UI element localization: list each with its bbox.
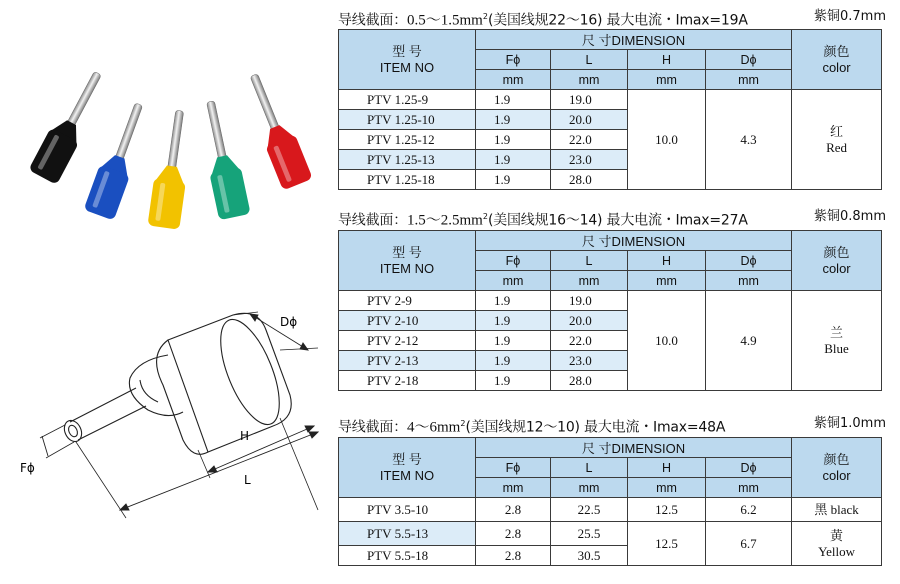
header-color: 颜色 color <box>792 30 882 90</box>
table-row: PTV 2-13 1.9 23.0 <box>339 351 882 371</box>
copper-thickness: 紫铜1.0mm <box>813 416 886 431</box>
header-dimension: 尺 寸DIMENSION <box>476 438 792 458</box>
terminal-pin <box>147 108 195 229</box>
header-d: Dϕ <box>706 50 792 70</box>
terminal-pin <box>239 69 313 190</box>
sleeve-outline <box>168 313 291 452</box>
label-f: Fϕ <box>20 461 35 475</box>
header-f: Fϕ <box>476 50 551 70</box>
header-model: 型 号 ITEM NO <box>339 231 476 291</box>
spec-table-1: 型 号 ITEM NO 尺 寸DIMENSION 颜色 color Fϕ L H Dϕ mm mm mm mm PTV 1.25-9 1.9 19.0 10.0 4.3 红 Red PTV 1.25-10 1.9 20.0 PTV 1.25-12 1.9 22.0 PTV 1.25-13 1.9 23.0 PTV 1.25-18 1.9 28.0 <box>338 29 882 190</box>
spec-table-2: 型 号 ITEM NO 尺 寸DIMENSION 颜色 color Fϕ L H Dϕ mm mm mm mm PTV 2-9 1.9 19.0 10.0 4.9 兰 Blue PTV 2-10 1.9 20.0 PTV 2-12 1.9 22.0 PTV 2-13 1.9 23.0 PTV 2-18 1.9 28.0 <box>338 230 882 391</box>
header-color: 颜色 color <box>792 438 882 498</box>
table-row: PTV 1.25-9 1.9 19.0 10.0 4.3 红 Red <box>339 90 882 110</box>
table-row: PTV 1.25-18 1.9 28.0 <box>339 170 882 190</box>
table-row: PTV 1.25-10 1.9 20.0 <box>339 110 882 130</box>
pin-tip <box>61 418 85 445</box>
copper-thickness: 紫铜0.8mm <box>813 209 886 224</box>
header-l: L <box>551 50 628 70</box>
header-color: 颜色 color <box>792 231 882 291</box>
table-row: PTV 1.25-13 1.9 23.0 <box>339 150 882 170</box>
table-row: PTV 2-12 1.9 22.0 <box>339 331 882 351</box>
label-h: H <box>240 429 250 443</box>
table-row: PTV 5.5-18 2.8 30.5 <box>339 546 882 566</box>
table-row: PTV 1.25-12 1.9 22.0 <box>339 130 882 150</box>
section-1-heading: 导线截面：$0.5\sim 1.5mm^2$(美国线规22～16) 最大电流・Imax=19A 紫铜0.7mm <box>338 6 886 28</box>
section-3-heading: 导线截面：$4\sim 6mm^2$(美国线规12～10) 最大电流・Imax=48A 紫铜1.0mm <box>338 413 886 435</box>
header-model: 型 号 ITEM NO <box>339 438 476 498</box>
table-row: PTV 3.5-10 2.8 22.5 12.5 6.2 黑 black <box>339 498 882 522</box>
header-dimension: 尺 寸DIMENSION <box>476 30 792 50</box>
table-row: PTV 5.5-13 2.8 25.5 12.5 6.7 黄 Yellow <box>339 522 882 546</box>
label-d: Dϕ <box>280 315 298 329</box>
terminals-photo <box>20 60 330 230</box>
spec-table-3: 型 号 ITEM NO 尺 寸DIMENSION 颜色 color Fϕ L H Dϕ mm mm mm mm PTV 3.5-10 2.8 22.5 12.5 6.2 黑 black PTV 5.5-13 2.8 25.5 12.5 6.7 黄 Yellow PTV 5.5-18 2.8 30.5 <box>338 437 882 566</box>
header-h: H <box>628 50 706 70</box>
sleeve-end <box>209 312 292 432</box>
table-row: PTV 2-9 1.9 19.0 10.0 4.9 兰 Blue <box>339 291 882 311</box>
header-dimension: 尺 寸DIMENSION <box>476 231 792 251</box>
terminal-pin <box>195 98 251 220</box>
dimension-diagram <box>18 300 338 530</box>
section-2-heading: 导线截面：$1.5\sim 2.5mm^2$(美国线规16～14) 最大电流・Imax=27A 紫铜0.8mm <box>338 206 886 228</box>
table-row: PTV 2-18 1.9 28.0 <box>339 371 882 391</box>
terminal-pin <box>84 99 154 221</box>
label-l: L <box>244 473 251 487</box>
copper-thickness: 紫铜0.7mm <box>813 9 886 24</box>
table-row: PTV 2-10 1.9 20.0 <box>339 311 882 331</box>
terminal-pin <box>28 66 112 185</box>
header-model: 型 号 ITEM NO <box>339 30 476 90</box>
